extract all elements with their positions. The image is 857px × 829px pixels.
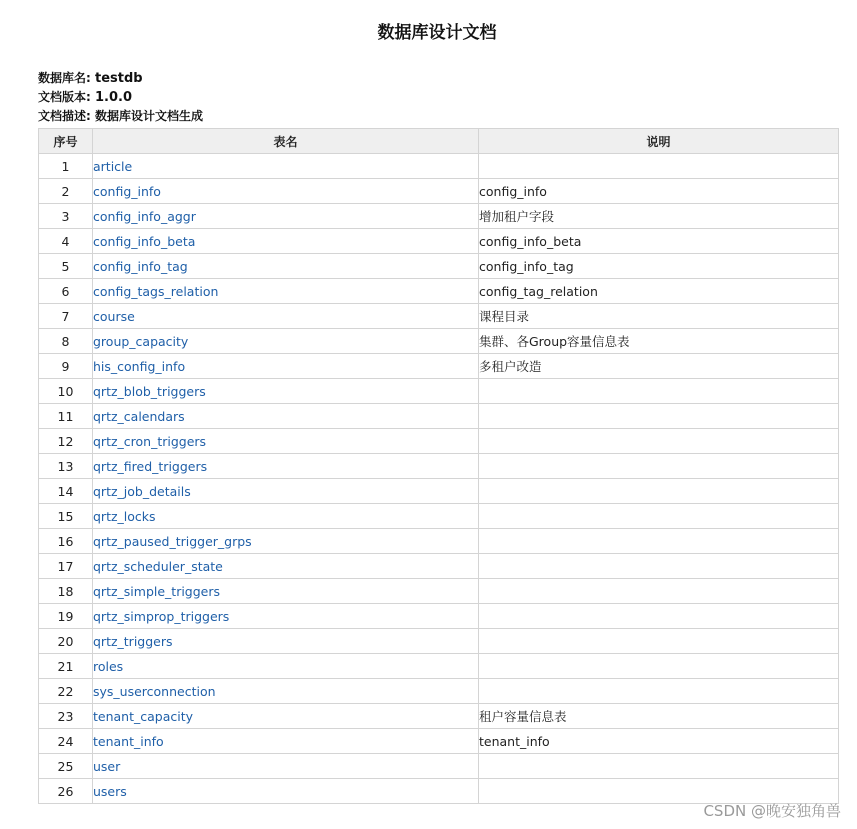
row-table-name-cell [93,179,479,204]
row-description [479,754,839,779]
row-description [479,679,839,704]
row-serial-no: 20 [39,629,93,654]
row-description: config_info [479,179,839,204]
table-name-link[interactable]: qrtz_job_details [93,483,191,499]
table-name-link[interactable]: his_config_info [93,358,186,374]
row-description: 多租户改造 [479,354,839,379]
table-name-link[interactable]: article [93,158,133,174]
row-serial-no: 23 [39,704,93,729]
page-title: 数据库设计文档 [377,23,497,43]
row-description: config_info_tag [479,254,839,279]
meta-label: 数据库名: [38,71,91,85]
row-description [479,154,839,179]
table-name-link[interactable]: qrtz_simple_triggers [93,583,221,599]
table-row [39,504,839,529]
row-table-name-cell [93,379,479,404]
row-table-name-cell [93,204,479,229]
table-row [39,654,839,679]
table-row [39,579,839,604]
row-description [479,654,839,679]
table-header-row [39,129,839,154]
row-table-name-cell [93,454,479,479]
row-description [479,454,839,479]
row-serial-no: 8 [39,329,93,354]
table-name-link[interactable]: qrtz_locks [93,508,156,524]
table-row [39,454,839,479]
table-row [39,679,839,704]
row-serial-no: 7 [39,304,93,329]
row-serial-no: 19 [39,604,93,629]
table-name-link[interactable]: config_info_tag [93,258,188,274]
row-serial-no: 12 [39,429,93,454]
header-table-name: 表名 [93,129,479,154]
row-table-name-cell [93,304,479,329]
meta-database-name [38,69,203,88]
row-table-name-cell [93,229,479,254]
table-name-link[interactable]: qrtz_calendars [93,408,185,424]
row-table-name-cell [93,604,479,629]
table-name-link[interactable]: tenant_info [93,733,164,749]
row-description [479,429,839,454]
row-serial-no: 13 [39,454,93,479]
table-name-link[interactable]: sys_userconnection [93,683,216,699]
row-table-name-cell [93,154,479,179]
table-name-link[interactable]: qrtz_paused_trigger_grps [93,533,252,549]
row-description [479,379,839,404]
table-name-link[interactable]: config_info [93,183,161,199]
table-list [38,128,839,804]
table-row [39,604,839,629]
table-name-link[interactable]: users [93,783,127,799]
row-serial-no: 25 [39,754,93,779]
row-table-name-cell [93,479,479,504]
table-row [39,529,839,554]
row-serial-no: 11 [39,404,93,429]
table-row [39,479,839,504]
row-serial-no: 1 [39,154,93,179]
table-row [39,754,839,779]
row-table-name-cell [93,354,479,379]
table-body [39,154,839,804]
row-serial-no: 24 [39,729,93,754]
row-description: config_tag_relation [479,279,839,304]
table-row [39,704,839,729]
table-name-link[interactable]: user [93,758,121,774]
table-row [39,254,839,279]
table-name-link[interactable]: qrtz_scheduler_state [93,558,223,574]
meta-value: 1.0.0 [95,90,133,105]
header-description: 说明 [479,129,839,154]
row-serial-no: 10 [39,379,93,404]
meta-value: testdb [95,71,143,86]
row-serial-no: 18 [39,579,93,604]
table-row [39,279,839,304]
meta-value: 数据库设计文档生成 [95,109,204,123]
table-name-link[interactable]: tenant_capacity [93,708,194,724]
table-name-link[interactable]: config_tags_relation [93,283,219,299]
table-row [39,154,839,179]
header-serial-no: 序号 [39,129,93,154]
watermark: CSDN @晚安独角兽 [703,802,841,820]
table-row [39,554,839,579]
row-serial-no: 6 [39,279,93,304]
row-table-name-cell [93,729,479,754]
row-table-name-cell [93,579,479,604]
row-serial-no: 26 [39,779,93,804]
row-table-name-cell [93,529,479,554]
table-name-link[interactable]: config_info_aggr [93,208,196,224]
table-name-link[interactable]: qrtz_fired_triggers [93,458,208,474]
row-table-name-cell [93,429,479,454]
row-table-name-cell [93,279,479,304]
table-row [39,304,839,329]
row-description [479,554,839,579]
row-serial-no: 15 [39,504,93,529]
row-table-name-cell [93,554,479,579]
row-description [479,529,839,554]
row-description [479,404,839,429]
row-table-name-cell [93,779,479,804]
row-description: 课程目录 [479,304,839,329]
row-serial-no: 22 [39,679,93,704]
table-name-link[interactable]: qrtz_cron_triggers [93,433,207,449]
row-description [479,504,839,529]
row-description [479,629,839,654]
row-table-name-cell [93,504,479,529]
table-row [39,729,839,754]
table-row [39,229,839,254]
meta-label: 文档版本: [38,90,91,104]
row-table-name-cell [93,654,479,679]
row-serial-no: 3 [39,204,93,229]
row-table-name-cell [93,754,479,779]
row-table-name-cell [93,629,479,654]
row-serial-no: 4 [39,229,93,254]
row-description: 增加租户字段 [479,204,839,229]
table-name-link[interactable]: group_capacity [93,333,189,349]
row-description: config_info_beta [479,229,839,254]
table-row [39,429,839,454]
table-name-link[interactable]: qrtz_blob_triggers [93,383,206,399]
meta-doc-description [38,107,203,125]
table-row [39,329,839,354]
row-description: 租户容量信息表 [479,704,839,729]
row-table-name-cell [93,329,479,354]
row-description: tenant_info [479,729,839,754]
row-serial-no: 16 [39,529,93,554]
row-serial-no: 9 [39,354,93,379]
table-row [39,404,839,429]
row-serial-no: 14 [39,479,93,504]
table-row [39,629,839,654]
row-table-name-cell [93,254,479,279]
row-serial-no: 21 [39,654,93,679]
table-name-link[interactable]: qrtz_triggers [93,633,173,649]
row-table-name-cell [93,704,479,729]
row-table-name-cell [93,404,479,429]
row-serial-no: 5 [39,254,93,279]
table-row [39,379,839,404]
row-description [479,479,839,504]
meta-doc-version [38,88,203,107]
table-name-link[interactable]: course [93,308,135,324]
row-description [479,604,839,629]
table-row [39,179,839,204]
table-row [39,354,839,379]
table-row [39,204,839,229]
table-name-link[interactable]: roles [93,658,124,674]
meta-label: 文档描述: [38,109,91,123]
row-serial-no: 17 [39,554,93,579]
table-name-link[interactable]: config_info_beta [93,233,196,249]
document-meta [38,69,203,125]
row-table-name-cell [93,679,479,704]
row-description [479,579,839,604]
row-serial-no: 2 [39,179,93,204]
table-name-link[interactable]: qrtz_simprop_triggers [93,608,230,624]
row-description: 集群、各Group容量信息表 [479,329,839,354]
